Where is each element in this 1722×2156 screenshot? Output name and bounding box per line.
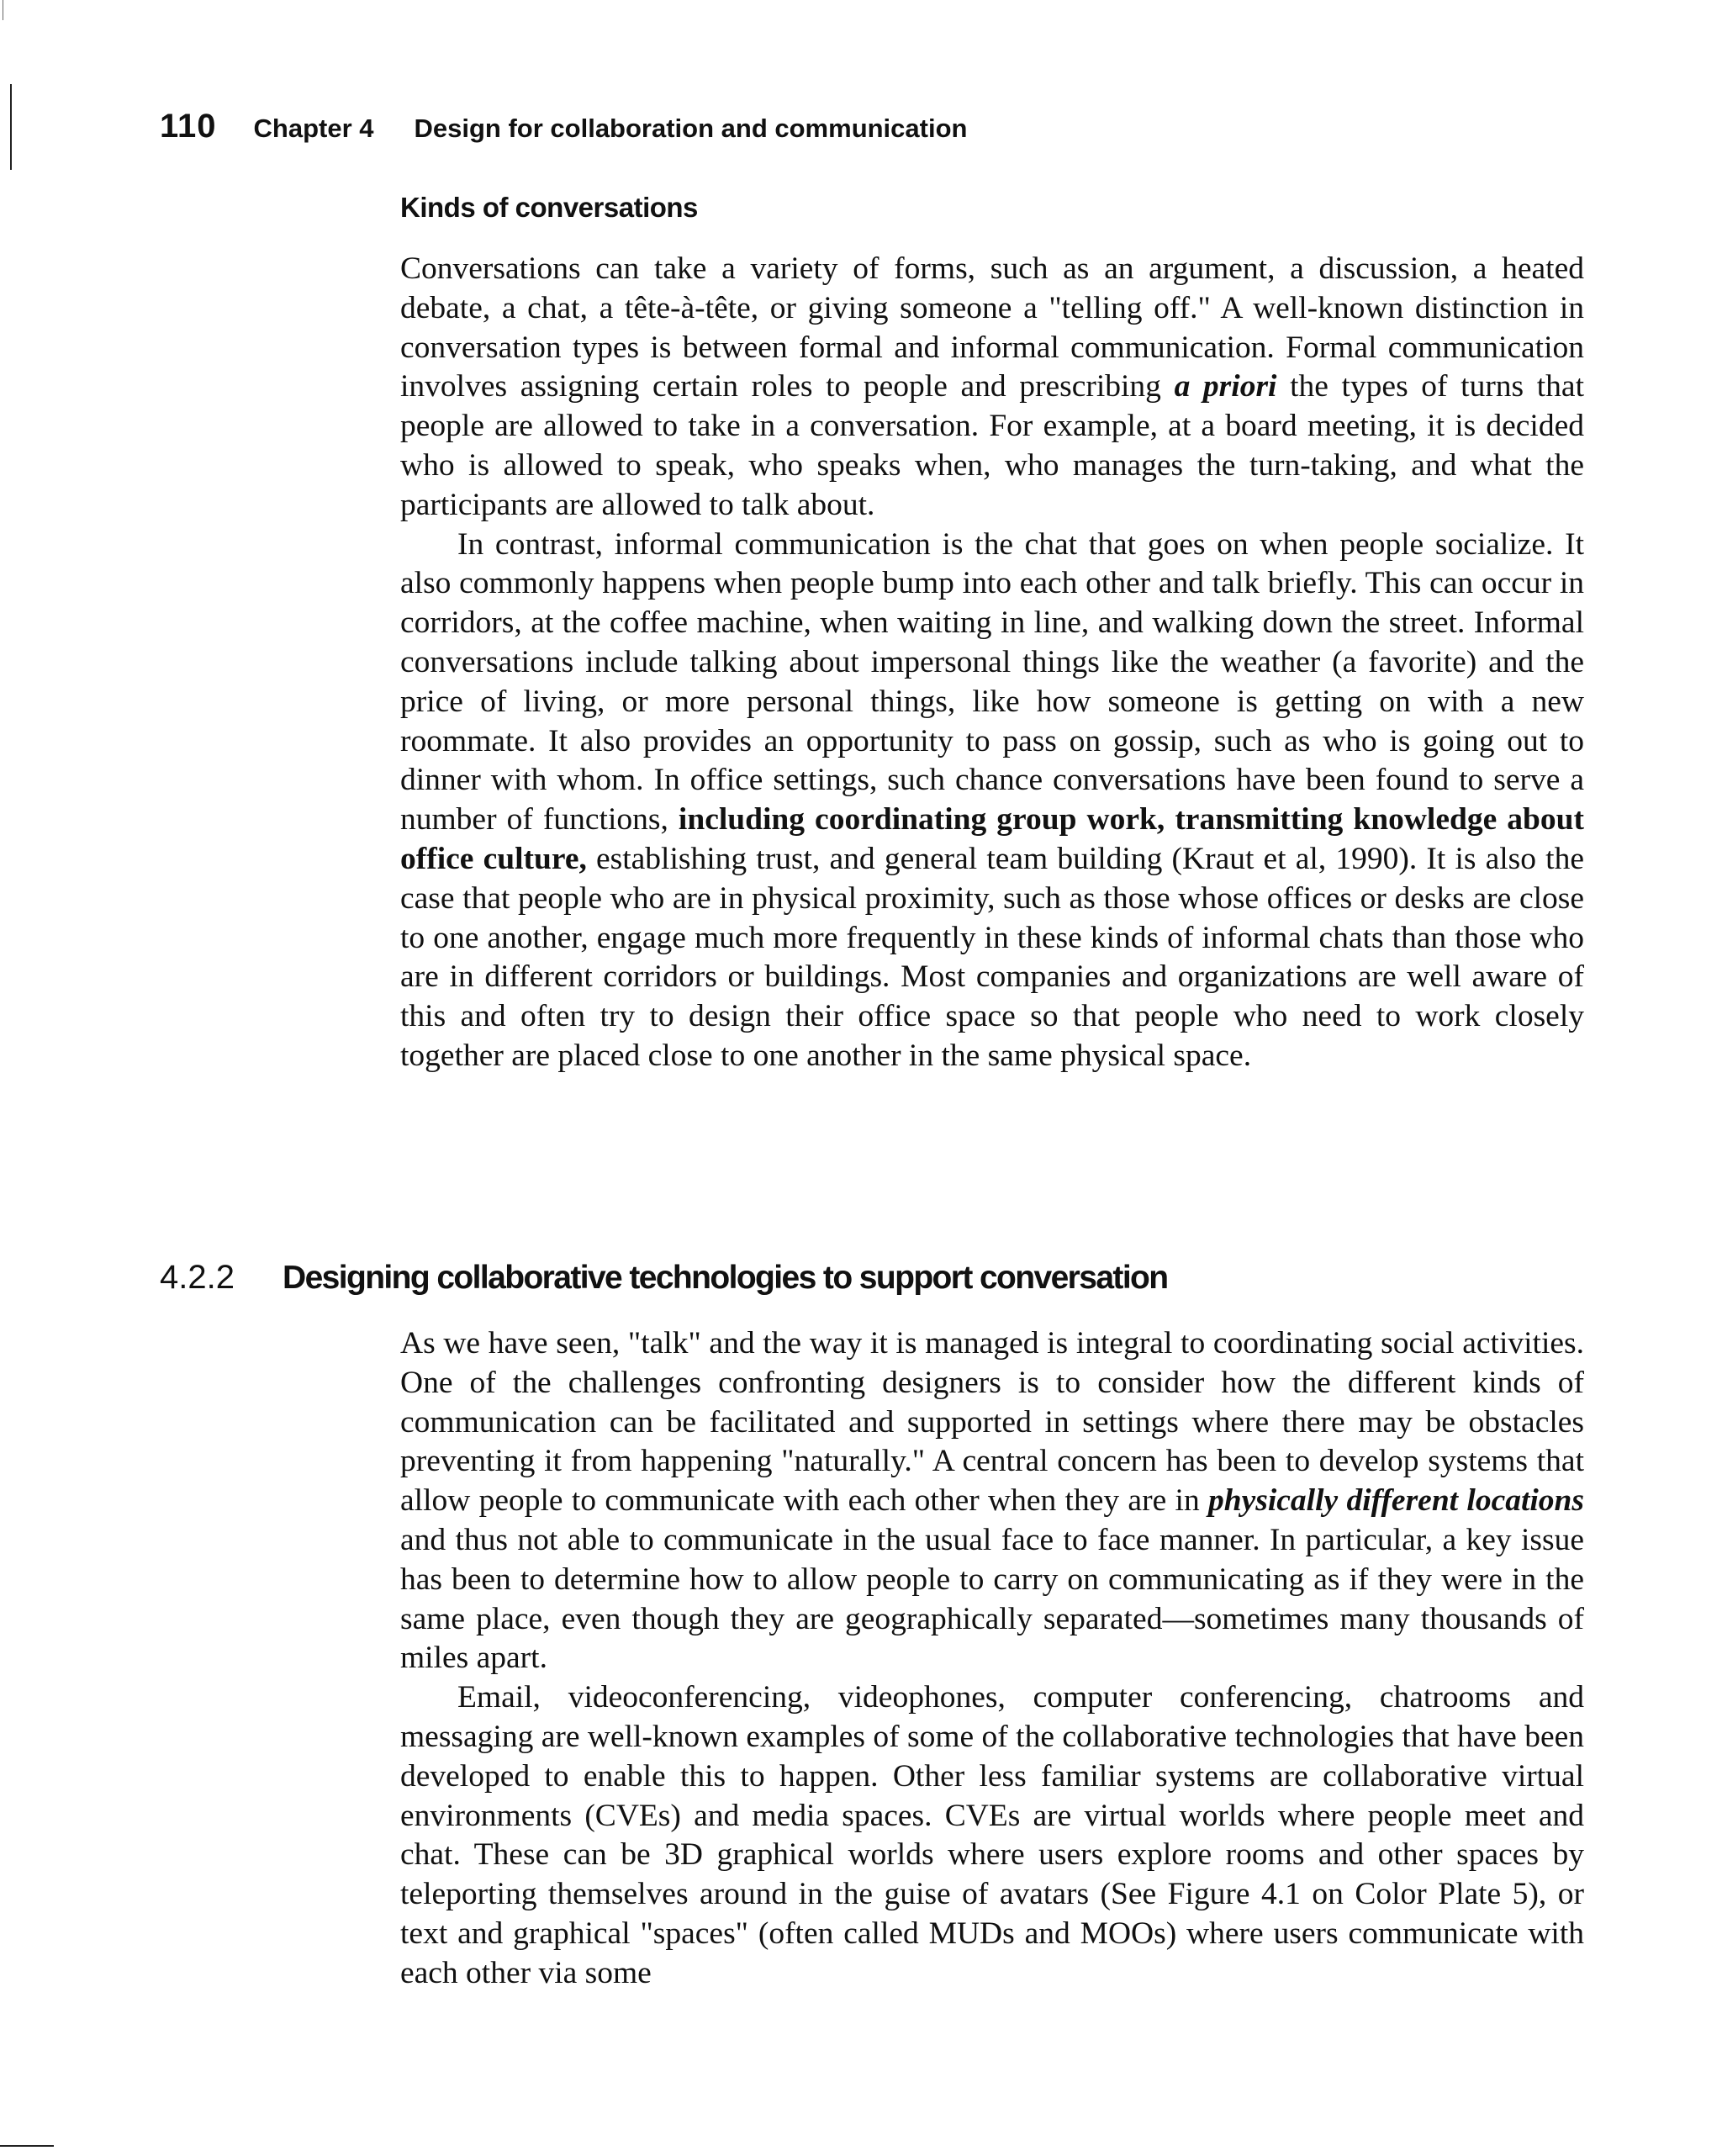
page-number: 110 <box>160 108 217 145</box>
section-title: Designing collaborative technologies to support conversation <box>283 1260 1168 1296</box>
paragraph-talk-integral <box>400 1324 1584 1678</box>
paragraph-formal-informal <box>400 250 1584 526</box>
emphasis-a-priori: a priori <box>1174 369 1277 404</box>
section-number: 4.2.2 <box>160 1259 235 1296</box>
margin-rule <box>10 84 12 170</box>
chapter-label: Chapter 4 <box>253 114 374 143</box>
text-run: Conversations can take a variety of forms, such as an argument, a discussion, a heated debate, a chat, a tête-à-tête, or giving someone a "telling off." A well-known distinction in conversation types is between formal and informal communication. Formal communication involves assigning certain roles to people and prescribing <box>400 251 1584 404</box>
paragraph-informal-communication <box>400 526 1584 1076</box>
section-heading <box>160 1259 1168 1297</box>
text-run: In contrast, informal communication is the chat that goes on when people socialize. It also commonly happens when people bump into each other and talk briefly. This can occur in corridors, at the coffee machine, when waiting in line, and walking down the street. Informal conversations include talking about impersonal things like the weather (a favorite) and the price of living, or more personal things, like how someone is getting on with a new roommate. It also provides an opportunity to pass on gossip, such as who is going out to dinner with whom. In office settings, such chance conversations have been found to serve a number of functions, <box>400 526 1584 838</box>
text-run: Email, videoconferencing, videophones, computer conferencing, chatrooms and messaging are well-known examples of some of the collaborative technologies that have been developed to enable this to happen. Other less familiar systems are collaborative virtual environments (CVEs) and media spaces. CVEs are virtual worlds where people meet and chat. These can be 3D graphical worlds where users explore rooms and other spaces by teleporting themselves around in the guise of avatars (See Figure 4.1 on Color Plate 5), or text and graphical "spaces" (often called MUDs and MOOs) where users communicate with each other via some <box>400 1680 1584 1990</box>
chapter-title: Design for collaboration and communication <box>414 114 968 143</box>
subsection-body <box>400 250 1584 1076</box>
emphasis-different-locations: physically different locations <box>1208 1483 1584 1519</box>
subsection-heading: Kinds of conversations <box>400 192 698 223</box>
corner-rule <box>0 2145 54 2147</box>
text-run: establishing trust, and general team building (Kraut et al, 1990). It is also the case that people who are in physical proximity, such as those whose offices or desks are close to one another, engage much more frequently in these kinds of informal chats than those who are in different corridors or buildings. Most companies and organizations are well aware of this and often try to design their office space so that people who need to work closely together are placed close to one another in the same physical space. <box>400 841 1584 1073</box>
paragraph-collaborative-technologies <box>400 1678 1584 1993</box>
text-run: the types of turns that people are allowed to take in a conversation. For example, at a board meeting, it is decided who is allowed to speak, who speaks when, who manages the turn-taking, and what the participants are allowed to talk about. <box>400 369 1584 522</box>
emphasis-functions: including coordinating group work, transmitting knowledge about office culture, <box>400 802 1584 876</box>
section-body <box>400 1324 1584 1994</box>
running-head <box>160 108 967 150</box>
text-run: As we have seen, "talk" and the way it is managed is integral to coordinating social activities. One of the challenges confronting designers is to consider how the different kinds of communication can be facilitated and supported in settings where there may be obstacles preventing it from happening "naturally." A central concern has been to develop systems that allow people to communicate with each other when they are in <box>400 1326 1584 1519</box>
text-run: and thus not able to communicate in the usual face to face manner. In particular, a key issue has been to determine how to allow people to carry on communicating as if they were in the same place, even though they are geographically separated—sometimes many thousands of miles apart. <box>400 1522 1584 1676</box>
